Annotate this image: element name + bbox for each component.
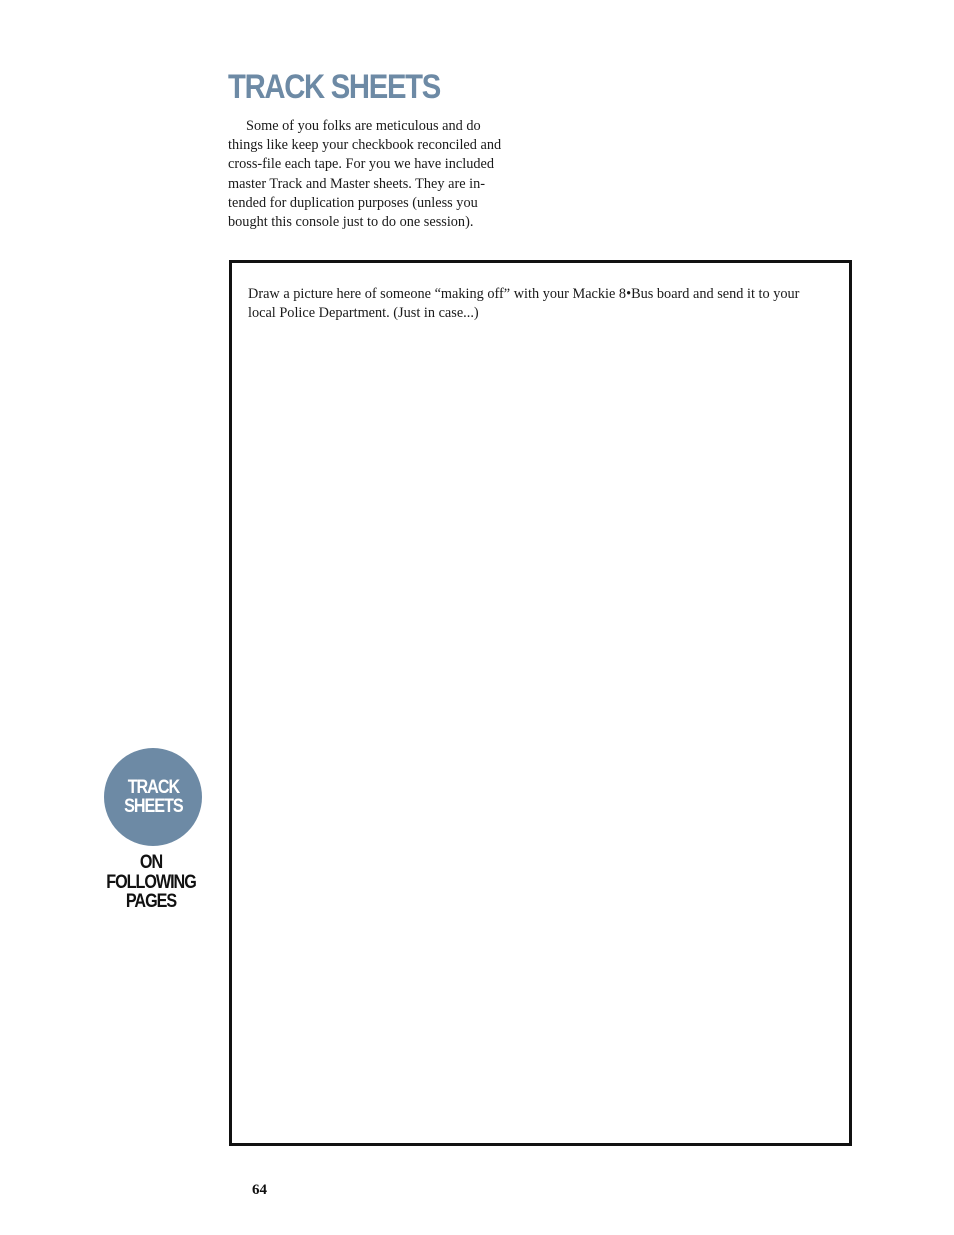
intro-line-6: bought this console just to do one session). — [228, 214, 474, 231]
intro-line-3: cross-file each tape. For you we have included — [228, 156, 494, 173]
intro-line-2: things like keep your checkbook reconciled and — [228, 137, 502, 154]
intro-line-1: Some of you folks are meticulous and do — [246, 118, 481, 134]
intro-paragraph — [228, 117, 528, 232]
caption-line-2: local Police Department. (Just in case...) — [248, 305, 479, 322]
drawing-box — [229, 260, 852, 1146]
note-line-1: ON — [139, 852, 163, 873]
page-title: TRACK SHEETS — [228, 68, 440, 106]
intro-line-4: master Track and Master sheets. They are in- — [228, 175, 486, 192]
track-sheets-badge — [104, 748, 202, 846]
intro-line-5: tended for duplication purposes (unless you — [228, 194, 478, 211]
badge-line-2: SHEETS — [123, 796, 183, 817]
note-line-3: PAGES — [125, 891, 177, 912]
following-pages-note — [104, 853, 198, 912]
caption-line-1: Draw a picture here of someone “making off” with your Mackie 8•Bus board and send it to your — [248, 286, 800, 302]
drawing-box-caption — [248, 285, 837, 323]
note-line-2: FOLLOWING — [106, 871, 196, 893]
badge-line-1: TRACK — [127, 777, 179, 798]
page-number: 64 — [252, 1182, 267, 1198]
badge-label — [124, 778, 183, 816]
